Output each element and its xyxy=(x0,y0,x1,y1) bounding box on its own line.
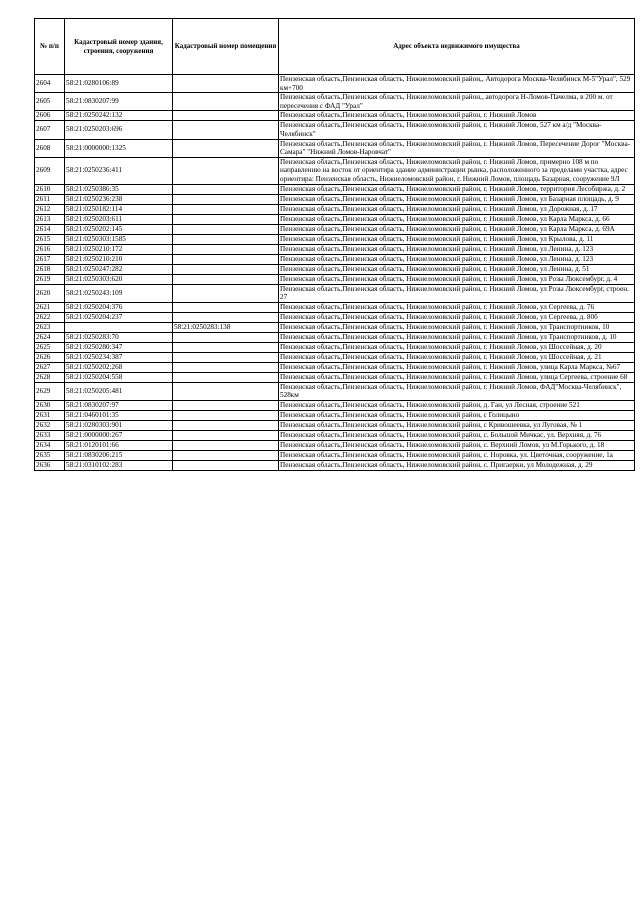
room-cadastral-number xyxy=(173,224,279,234)
object-address: Пензенская область,Пензенская область, Нижнеломовский район, с Кривошеевка, ул Луговая, № 1 xyxy=(279,420,635,430)
building-cadastral-number: 58:21:0250280:347 xyxy=(65,342,173,352)
row-number: 2630 xyxy=(35,400,65,410)
building-cadastral-number: 58:21:0250386:35 xyxy=(65,184,173,194)
building-cadastral-number: 58:21:0250283:70 xyxy=(65,332,173,342)
building-cadastral-number: 58:21:0310102:283 xyxy=(65,460,173,470)
building-cadastral-number: 58:21:0250202:268 xyxy=(65,362,173,372)
room-cadastral-number xyxy=(173,121,279,139)
building-cadastral-number: 58:21:0830207:99 xyxy=(65,93,173,111)
room-cadastral-number xyxy=(173,204,279,214)
table-row xyxy=(35,460,635,470)
room-cadastral-number xyxy=(173,93,279,111)
building-cadastral-number xyxy=(65,322,173,332)
object-address: Пензенская область,Пензенская область, Нижнеломовский район, с Голицыно xyxy=(279,410,635,420)
object-address: Пензенская область,Пензенская область, Нижнеломовский район, г. Нижний Ломов, примерно 108 м по направлению на восток от ориентира здание администрации рынка, расположенного за пределами участка, адрес ориентира: Пензенская область, Нижнеломовский район, г. Нижний Ломов, площадь Базарная, сооружение 9Л xyxy=(279,157,635,184)
row-number: 2633 xyxy=(35,430,65,440)
room-cadastral-number xyxy=(173,111,279,121)
room-cadastral-number xyxy=(173,75,279,93)
building-cadastral-number: 58:21:0250303:620 xyxy=(65,274,173,284)
table-row xyxy=(35,121,635,139)
table-row xyxy=(35,440,635,450)
room-cadastral-number xyxy=(173,332,279,342)
object-address: Пензенская область,Пензенская область, Нижнеломовский район, с. Норовка, ул. Цветочная, сооружение, 1а xyxy=(279,450,635,460)
table-row xyxy=(35,342,635,352)
room-cadastral-number xyxy=(173,410,279,420)
building-cadastral-number: 58:21:0250210:172 xyxy=(65,244,173,254)
header-building-cadastral: Кадастровый номер здания, строения, сооружения xyxy=(65,19,173,75)
table-row xyxy=(35,450,635,460)
row-number: 2622 xyxy=(35,312,65,322)
building-cadastral-number: 58:21:0250234:387 xyxy=(65,352,173,362)
building-cadastral-number: 58:21:0250236:238 xyxy=(65,194,173,204)
building-cadastral-number: 58:21:0250303:1585 xyxy=(65,234,173,244)
object-address: Пензенская область,Пензенская область, Нижнеломовский район, г. Нижний Ломов, ул Ленина, д. 51 xyxy=(279,264,635,274)
object-address: Пензенская область,Пензенская область, Нижнеломовский район, г. Нижний Ломов, территория Лесобиржа, д. 2 xyxy=(279,184,635,194)
row-number: 2635 xyxy=(35,450,65,460)
row-number: 2627 xyxy=(35,362,65,372)
table-row xyxy=(35,157,635,184)
object-address: Пензенская область,Пензенская область, Нижнеломовский район, г. Нижний Ломов, ул Розы Люксембург, д. 4 xyxy=(279,274,635,284)
building-cadastral-number: 58:21:0250204:558 xyxy=(65,372,173,382)
room-cadastral-number xyxy=(173,184,279,194)
table-row xyxy=(35,322,635,332)
object-address: Пензенская область,Пензенская область, Нижнеломовский район, г. Нижний Ломов, ул Карла Маркса, д. 66 xyxy=(279,214,635,224)
building-cadastral-number: 58:21:0830207:97 xyxy=(65,400,173,410)
room-cadastral-number xyxy=(173,440,279,450)
object-address: Пензенская область,Пензенская область, Нижнеломовский район, г. Нижний Ломов, ФАД"Москва-Челябинск", 528км xyxy=(279,382,635,400)
object-address: Пензенская область,Пензенская область, Нижнеломовский район,, Автодорога Москва-Челябинск М-5"Урал", 529 км+700 xyxy=(279,75,635,93)
table-row xyxy=(35,254,635,264)
building-cadastral-number: 58:21:0250203:696 xyxy=(65,121,173,139)
row-number: 2617 xyxy=(35,254,65,264)
building-cadastral-number: 58:21:0120101:66 xyxy=(65,440,173,450)
table-row xyxy=(35,400,635,410)
building-cadastral-number: 58:21:0250236:411 xyxy=(65,157,173,184)
row-number: 2632 xyxy=(35,420,65,430)
object-address: Пензенская область,Пензенская область, Нижнеломовский район, г. Нижний Ломов, улица Карла Маркса, №67 xyxy=(279,362,635,372)
row-number: 2615 xyxy=(35,234,65,244)
row-number: 2613 xyxy=(35,214,65,224)
table-row xyxy=(35,244,635,254)
table-row xyxy=(35,352,635,362)
table-row xyxy=(35,332,635,342)
table-row xyxy=(35,362,635,372)
building-cadastral-number: 58:21:0250242:132 xyxy=(65,111,173,121)
row-number: 2610 xyxy=(35,184,65,194)
table-row xyxy=(35,264,635,274)
room-cadastral-number xyxy=(173,342,279,352)
object-address: Пензенская область,Пензенская область, Нижнеломовский район, г. Нижний Ломов, ул Шоссейная, д. 21 xyxy=(279,352,635,362)
room-cadastral-number xyxy=(173,157,279,184)
building-cadastral-number: 58:21:0000000:1325 xyxy=(65,139,173,157)
object-address: Пензенская область,Пензенская область, Нижнеломовский район, г. Нижний Ломов, ул Шоссейная, д. 20 xyxy=(279,342,635,352)
row-number: 2619 xyxy=(35,274,65,284)
object-address: Пензенская область,Пензенская область, Нижнеломовский район, с. Пригаерки, ул Молодежная, д. 29 xyxy=(279,460,635,470)
room-cadastral-number xyxy=(173,450,279,460)
row-number: 2614 xyxy=(35,224,65,234)
table-row xyxy=(35,382,635,400)
table-row xyxy=(35,312,635,322)
room-cadastral-number xyxy=(173,139,279,157)
object-address: Пензенская область,Пензенская область, Нижнеломовский район, г. Нижний Ломов, улица Сергеева, строение 68 xyxy=(279,372,635,382)
table-row xyxy=(35,420,635,430)
property-table xyxy=(34,18,635,471)
header-address: Адрес объекта недвижимого имущества xyxy=(279,19,635,75)
object-address: Пензенская область,Пензенская область, Нижнеломовский район, г. Нижний Ломов, 527 км а/д "Москва-Челябинск" xyxy=(279,121,635,139)
object-address: Пензенская область,Пензенская область, Нижнеломовский район, г. Нижний Ломов, ул Ленина, д. 123 xyxy=(279,254,635,264)
room-cadastral-number xyxy=(173,430,279,440)
row-number: 2625 xyxy=(35,342,65,352)
row-number: 2608 xyxy=(35,139,65,157)
building-cadastral-number: 58:21:0250247:282 xyxy=(65,264,173,274)
row-number: 2604 xyxy=(35,75,65,93)
room-cadastral-number xyxy=(173,420,279,430)
object-address: Пензенская область,Пензенская область, Нижнеломовский район, г. Нижний Ломов xyxy=(279,111,635,121)
table-row xyxy=(35,75,635,93)
room-cadastral-number xyxy=(173,362,279,372)
row-number: 2624 xyxy=(35,332,65,342)
building-cadastral-number: 58:21:0250204:237 xyxy=(65,312,173,322)
room-cadastral-number xyxy=(173,382,279,400)
object-address: Пензенская область,Пензенская область, Нижнеломовский район, г. Нижний Ломов, ул Базарная площадь, д. 9 xyxy=(279,194,635,204)
room-cadastral-number xyxy=(173,234,279,244)
room-cadastral-number xyxy=(173,460,279,470)
building-cadastral-number: 58:21:0250202:145 xyxy=(65,224,173,234)
room-cadastral-number xyxy=(173,214,279,224)
registry-sheet xyxy=(34,18,634,471)
row-number: 2634 xyxy=(35,440,65,450)
table-row xyxy=(35,302,635,312)
table-row xyxy=(35,284,635,302)
room-cadastral-number xyxy=(173,274,279,284)
object-address: Пензенская область,Пензенская область, Нижнеломовский район, г. Нижний Ломов, ул Транспортников, д. 10 xyxy=(279,332,635,342)
table-row xyxy=(35,93,635,111)
object-address: Пензенская область,Пензенская область, Нижнеломовский район, с. Большой Мичкас, ул. Верхняя, д. 76 xyxy=(279,430,635,440)
row-number: 2606 xyxy=(35,111,65,121)
building-cadastral-number: 58:21:0280106:89 xyxy=(65,75,173,93)
table-row xyxy=(35,204,635,214)
row-number: 2628 xyxy=(35,372,65,382)
building-cadastral-number: 58:21:0250182:114 xyxy=(65,204,173,214)
building-cadastral-number: 58:21:0250205:481 xyxy=(65,382,173,400)
building-cadastral-number: 58:21:0000000:267 xyxy=(65,430,173,440)
building-cadastral-number: 58:21:0250204:376 xyxy=(65,302,173,312)
table-row xyxy=(35,184,635,194)
row-number: 2607 xyxy=(35,121,65,139)
building-cadastral-number: 58:21:0250243:109 xyxy=(65,284,173,302)
object-address: Пензенская область,Пензенская область, Нижнеломовский район, г. Нижний Ломов, ул Дорожная, д. 17 xyxy=(279,204,635,214)
table-row xyxy=(35,111,635,121)
object-address: Пензенская область,Пензенская область, Нижнеломовский район, г. Нижний Ломов, ул Сергеева, д. 80б xyxy=(279,312,635,322)
room-cadastral-number xyxy=(173,284,279,302)
room-cadastral-number xyxy=(173,400,279,410)
row-number: 2605 xyxy=(35,93,65,111)
table-row xyxy=(35,410,635,420)
row-number: 2621 xyxy=(35,302,65,312)
object-address: Пензенская область,Пензенская область, Нижнеломовский район, г. Нижний Ломов, ул Сергеева, д. 76 xyxy=(279,302,635,312)
header-room-cadastral: Кадастровый номер помещения xyxy=(173,19,279,75)
room-cadastral-number xyxy=(173,312,279,322)
table-row xyxy=(35,194,635,204)
header-no: № п/п xyxy=(35,19,65,75)
room-cadastral-number xyxy=(173,194,279,204)
row-number: 2636 xyxy=(35,460,65,470)
table-body xyxy=(35,75,635,471)
row-number: 2629 xyxy=(35,382,65,400)
object-address: Пензенская область,Пензенская область, Нижнеломовский район, г. Нижний Ломов, ул Крылова, д. 11 xyxy=(279,234,635,244)
object-address: Пензенская область,Пензенская область, Нижнеломовский район, г. Нижний Ломов, ул Розы Люксембург, строен. 27 xyxy=(279,284,635,302)
row-number: 2616 xyxy=(35,244,65,254)
row-number: 2618 xyxy=(35,264,65,274)
room-cadastral-number xyxy=(173,352,279,362)
table-row xyxy=(35,139,635,157)
row-number: 2611 xyxy=(35,194,65,204)
object-address: Пензенская область,Пензенская область, Нижнеломовский район, г. Нижний Ломов, ул Ленина, д. 123 xyxy=(279,244,635,254)
room-cadastral-number xyxy=(173,264,279,274)
row-number: 2612 xyxy=(35,204,65,214)
room-cadastral-number xyxy=(173,372,279,382)
room-cadastral-number: 58:21:0250283:138 xyxy=(173,322,279,332)
object-address: Пензенская область,Пензенская область, Нижнеломовский район,, автодорога Н-Ломов-Пачелма, в 200 м. от пересечения с ФАД "Урал" xyxy=(279,93,635,111)
table-row xyxy=(35,274,635,284)
table-row xyxy=(35,224,635,234)
row-number: 2609 xyxy=(35,157,65,184)
object-address: Пензенская область,Пензенская область, Нижнеломовский район, г. Нижний Ломов, ул Транспортников, 10 xyxy=(279,322,635,332)
table-header xyxy=(35,19,635,75)
object-address: Пензенская область,Пензенская область, Нижнеломовский район, д. Ган, ул Лесная, строение 521 xyxy=(279,400,635,410)
building-cadastral-number: 58:21:0250203:611 xyxy=(65,214,173,224)
building-cadastral-number: 58:21:0280303:901 xyxy=(65,420,173,430)
room-cadastral-number xyxy=(173,254,279,264)
row-number: 2620 xyxy=(35,284,65,302)
table-row xyxy=(35,234,635,244)
object-address: Пензенская область,Пензенская область, Нижнеломовский район, г. Нижний Ломов, Пересечение Дорог "Москва-Самара" "Нижний Ломов-Наровчат" xyxy=(279,139,635,157)
row-number: 2626 xyxy=(35,352,65,362)
building-cadastral-number: 58:21:0250210:210 xyxy=(65,254,173,264)
building-cadastral-number: 58:21:0830206:215 xyxy=(65,450,173,460)
object-address: Пензенская область,Пензенская область, Нижнеломовский район, г. Нижний Ломов, ул Карла Маркса, д. 69А xyxy=(279,224,635,234)
table-row xyxy=(35,214,635,224)
room-cadastral-number xyxy=(173,302,279,312)
table-row xyxy=(35,372,635,382)
room-cadastral-number xyxy=(173,244,279,254)
row-number: 2623 xyxy=(35,322,65,332)
building-cadastral-number: 58:21:0460101:35 xyxy=(65,410,173,420)
object-address: Пензенская область,Пензенская область, Нижнеломовский район, с. Верхний Ломов, ул М.Горького, д. 18 xyxy=(279,440,635,450)
row-number: 2631 xyxy=(35,410,65,420)
table-row xyxy=(35,430,635,440)
